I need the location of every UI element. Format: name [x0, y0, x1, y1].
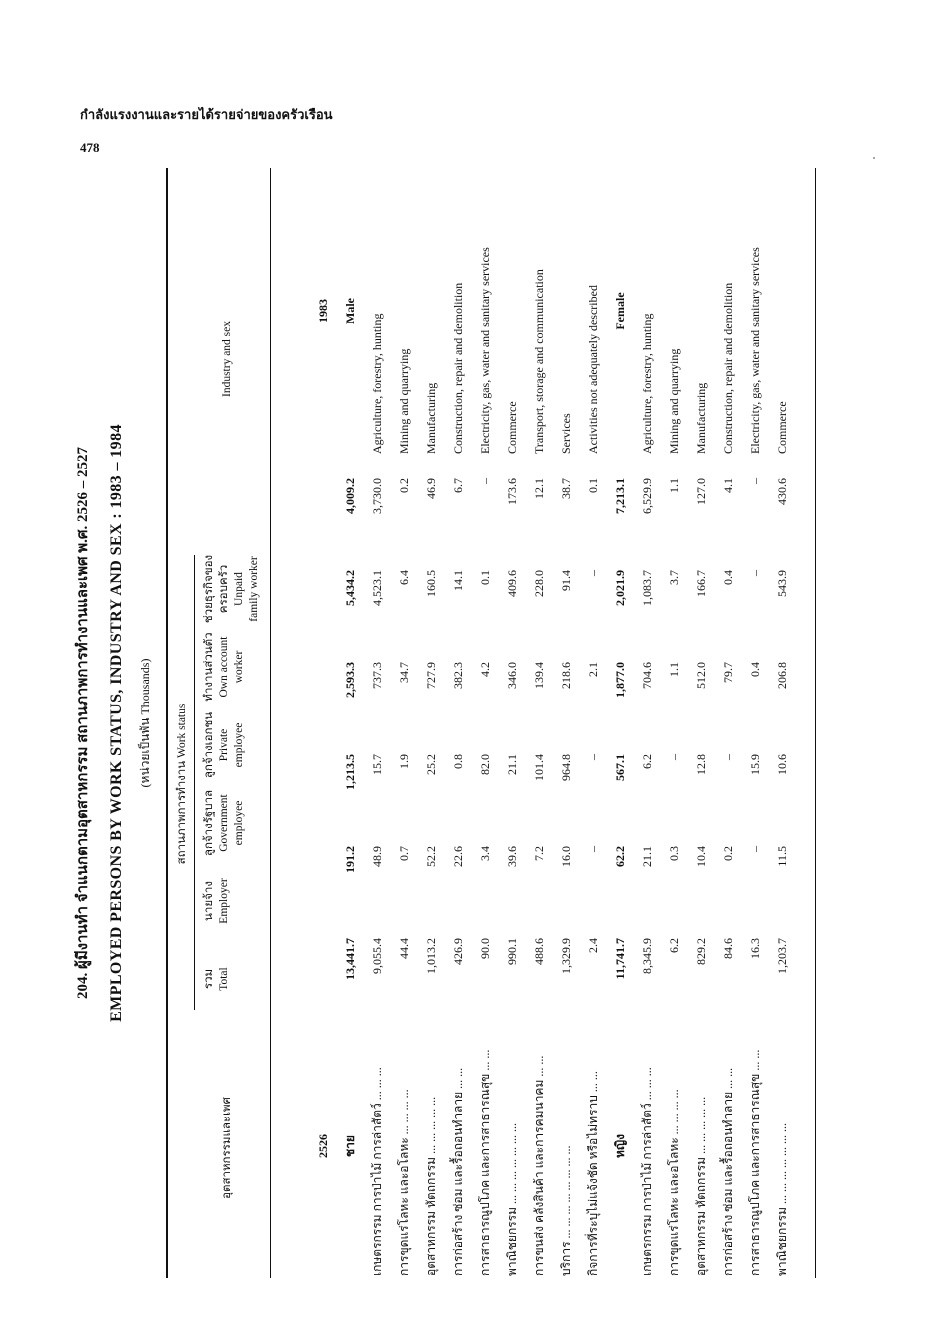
cell-value: 3.4 [478, 846, 492, 861]
cell-value: 173.6 [505, 478, 519, 505]
row-label-english: Manufacturing [694, 382, 708, 454]
cell-value: 964.8 [559, 754, 573, 781]
employment-table [310, 168, 796, 1278]
cell-value: 0.3 [667, 846, 681, 861]
table-row [445, 168, 472, 1278]
cell-value: 6.2 [640, 754, 654, 769]
cell-value: 13,441.7 [343, 938, 357, 980]
cell-value: 0.1 [586, 478, 600, 493]
cell-value: 704.6 [640, 662, 654, 689]
table-row [742, 168, 769, 1278]
row-label-english: Construction, repair and demolition [451, 282, 465, 454]
work-status-rule [194, 555, 195, 1010]
column-header-line: Government [218, 794, 230, 852]
cell-value: 2,021.9 [613, 570, 627, 606]
cell-value: 2.4 [586, 938, 600, 953]
cell-value: 488.6 [532, 938, 546, 965]
column-header-line: Own account [218, 636, 230, 698]
cell-value: 8,345.9 [640, 938, 654, 974]
row-label-english: Mining and quarrying [397, 348, 411, 454]
table-row [661, 168, 688, 1278]
cell-value: 346.0 [505, 662, 519, 689]
running-head: กำลังแรงงานและรายได้รายจ่ายของครัวเรือน [80, 107, 333, 122]
table-bottom-rule [815, 168, 816, 1278]
cell-value: 206.8 [775, 662, 789, 689]
cell-value: 6.2 [667, 938, 681, 953]
cell-value: 3,730.0 [370, 478, 384, 514]
cell-value [310, 464, 337, 556]
cell-value: 0.8 [451, 754, 465, 769]
cell-value: 737.3 [370, 662, 384, 689]
table-top-rule [166, 168, 168, 1278]
cell-value: 430.6 [775, 478, 789, 505]
cell-value: 382.3 [451, 662, 465, 689]
row-label-thai: การขนส่ง คลังสินค้า และการคมนาคม ... ... [532, 1055, 546, 1276]
cell-value [310, 832, 337, 924]
cell-value: 62.2 [613, 846, 627, 867]
cell-value: 48.9 [370, 846, 384, 867]
cell-value: 44.4 [397, 938, 411, 959]
cell-value: 567.1 [613, 754, 627, 781]
cell-value: 829.2 [694, 938, 708, 965]
cell-value: 191.2 [343, 846, 357, 873]
row-label-thai: เกษตรกรรม การป่าไม้ การล่าสัตว์ ... ... ... [370, 1067, 384, 1276]
row-label-english: Agriculture, forestry, hunting [370, 313, 384, 454]
cell-value: 0.4 [721, 570, 735, 585]
cell-value: 1,083.7 [640, 570, 654, 606]
column-header-line: ทำงานส่วนตัว [203, 632, 215, 702]
cell-value: 14.1 [451, 570, 465, 591]
column-header-line: Private [218, 728, 230, 762]
row-label-thai: พาณิชยกรรม ... ... ... ... ... ... ... [505, 1122, 519, 1276]
cell-value: 2,593.3 [343, 662, 357, 698]
row-label-thai: การขุดแร่โลหะ และอโลหะ ... ... ... ... [667, 1089, 681, 1276]
row-label-thai: การก่อสร้าง ซ่อม และรื้อถอนทำลาย ... ... [451, 1067, 465, 1276]
scan-speck [873, 157, 875, 159]
cell-value: 79.7 [721, 662, 735, 683]
cell-value: 11,741.7 [613, 938, 627, 980]
cell-value: 15.9 [748, 754, 762, 775]
cell-value: 0.1 [478, 570, 492, 585]
cell-value: 21.1 [505, 754, 519, 775]
page-number: 478 [80, 140, 100, 155]
cell-value: 990.1 [505, 938, 519, 965]
row-label-thai: บริการ ... ... ... ... ... ... ... ... [559, 1145, 573, 1276]
cell-value: 6.7 [451, 478, 465, 493]
cell-value: 22.6 [451, 846, 465, 867]
header-industry-english: Industry and sex [221, 321, 233, 398]
cell-value: 38.7 [559, 478, 573, 499]
row-label-english: Commerce [775, 401, 789, 454]
cell-value: 34.7 [397, 662, 411, 683]
cell-value: – [586, 754, 600, 760]
cell-value: 0.2 [397, 478, 411, 493]
cell-value: 4,009.2 [343, 478, 357, 514]
table-row [526, 168, 553, 1278]
column-header-line: employee [233, 800, 245, 846]
column-header-line: รวม [203, 968, 215, 990]
table-row [499, 168, 526, 1278]
header-industry-thai: อุตสาหกรรมและเพศ [221, 1097, 233, 1199]
row-label-english: Transport, storage and communication [532, 269, 546, 454]
column-header-line: Employer [218, 878, 230, 924]
row-label-english: Services [559, 413, 573, 454]
table-row [553, 168, 580, 1278]
row-label-english: Mining and quarrying [667, 348, 681, 454]
row-label-thai: อุตสาหกรรม หัตถกรรม ... ... ... ... ... [694, 1096, 708, 1276]
cell-value: 16.3 [748, 938, 762, 959]
cell-value [310, 556, 337, 648]
cell-value: 1.1 [667, 478, 681, 493]
row-label-thai: อุตสาหกรรม หัตถกรรม ... ... ... ... ... [424, 1096, 438, 1276]
cell-value: 10.6 [775, 754, 789, 775]
cell-value: 6.4 [397, 570, 411, 585]
row-label-english: Electricity, gas, water and sanitary services [748, 247, 762, 454]
row-label-english: Commerce [505, 401, 519, 454]
cell-value: 3.7 [667, 570, 681, 585]
cell-value: 1,213.5 [343, 754, 357, 790]
table-row [472, 168, 499, 1278]
row-label-thai: การก่อสร้าง ซ่อม และรื้อถอนทำลาย ... ... [721, 1067, 735, 1276]
cell-value: 1,329.9 [559, 938, 573, 974]
cell-value: 46.9 [424, 478, 438, 499]
cell-value: 11.5 [775, 846, 789, 867]
cell-value: 160.5 [424, 570, 438, 597]
cell-value: 52.2 [424, 846, 438, 867]
cell-value: 4,523.1 [370, 570, 384, 606]
cell-value: – [586, 570, 600, 576]
row-label-english: 1983 [316, 299, 330, 323]
cell-value: 12.8 [694, 754, 708, 775]
header-work-status: สถานภาพการทำงาน Work status [176, 703, 188, 865]
cell-value: 139.4 [532, 662, 546, 689]
cell-value: 12.1 [532, 478, 546, 499]
cell-value: 10.4 [694, 846, 708, 867]
row-label-thai: ชาย [343, 1135, 357, 1157]
cell-value: 25.2 [424, 754, 438, 775]
column-header-line: ลูกจ้างรัฐบาล [203, 789, 215, 857]
column-header [202, 628, 247, 706]
cell-value: 218.6 [559, 662, 573, 689]
cell-value: 82.0 [478, 754, 492, 775]
cell-value: 7.2 [532, 846, 546, 861]
cell-value: 426.9 [451, 938, 465, 965]
unit-note: (หน่วยเป็นพัน Thousands) [138, 658, 152, 788]
column-header-line: Total [218, 967, 230, 991]
row-label-english: Female [613, 292, 627, 330]
table-row [580, 168, 607, 1278]
cell-value: 15.7 [370, 754, 384, 775]
column-header-line: ช่วยธุรกิจของครอบครัว [203, 554, 230, 624]
cell-value: 39.6 [505, 846, 519, 867]
cell-value: 727.9 [424, 662, 438, 689]
cell-value: 9,055.4 [370, 938, 384, 974]
table-row [391, 168, 418, 1278]
table-row [634, 168, 661, 1278]
cell-value: 1,203.7 [775, 938, 789, 974]
row-label-english: Agriculture, forestry, hunting [640, 313, 654, 454]
row-label-thai: 2526 [316, 1134, 330, 1158]
table-title-english: EMPLOYED PERSONS BY WORK STATUS, INDUSTRY AND SEX : 1983 – 1984 [108, 424, 125, 1022]
row-label-english: Activities not adequately described [586, 285, 600, 454]
column-header [202, 550, 262, 628]
row-label-thai: หญิง [613, 1134, 627, 1158]
cell-value: 409.6 [505, 570, 519, 597]
cell-value: 4.1 [721, 478, 735, 493]
cell-value [310, 924, 337, 1016]
cell-value: 127.0 [694, 478, 708, 505]
rotated-table-page [70, 168, 870, 1278]
cell-value: 1,013.2 [424, 938, 438, 974]
cell-value: – [721, 754, 735, 760]
cell-value: 6,529.9 [640, 478, 654, 514]
cell-value: 4.2 [478, 662, 492, 677]
table-row [607, 168, 634, 1278]
row-label-thai: พาณิชยกรรม ... ... ... ... ... ... ... [775, 1122, 789, 1276]
cell-value: 1.9 [397, 754, 411, 769]
cell-value: 543.9 [775, 570, 789, 597]
cell-value: 101.4 [532, 754, 546, 781]
column-header-line: employee [233, 722, 245, 768]
cell-value: 2.1 [586, 662, 600, 677]
cell-value: 0.7 [397, 846, 411, 861]
cell-value: – [667, 754, 681, 760]
cell-value [310, 648, 337, 740]
column-header [202, 862, 232, 940]
cell-value: 91.4 [559, 570, 573, 591]
cell-value: – [478, 478, 492, 484]
row-label-english: Electricity, gas, water and sanitary services [478, 247, 492, 454]
row-label-english: Male [343, 298, 357, 324]
cell-value: 0.4 [748, 662, 762, 677]
column-header [202, 706, 247, 784]
cell-value [310, 740, 337, 832]
cell-value: – [586, 846, 600, 852]
header-bottom-rule [270, 168, 271, 1278]
column-header [202, 784, 247, 862]
cell-value: 5,434.2 [343, 570, 357, 606]
row-label-english: Manufacturing [424, 382, 438, 454]
column-header-line: นายจ้าง [203, 881, 215, 921]
column-header [202, 940, 232, 1018]
cell-value: 166.7 [694, 570, 708, 597]
table-row [337, 168, 364, 1278]
cell-value: 228.0 [532, 570, 546, 597]
row-label-thai: เกษตรกรรม การป่าไม้ การล่าสัตว์ ... ... ... [640, 1067, 654, 1276]
table-row [769, 168, 796, 1278]
column-header-line: worker [233, 650, 245, 684]
table-row [364, 168, 391, 1278]
column-header-line: Unpaid [233, 572, 245, 606]
row-label-thai: การขุดแร่โลหะ และอโลหะ ... ... ... ... [397, 1089, 411, 1276]
table-row [310, 168, 337, 1278]
cell-value: – [748, 846, 762, 852]
cell-value: 16.0 [559, 846, 573, 867]
row-label-thai: การสาธารณูปโภค และการสาธารณสุข ... ... [478, 1049, 492, 1276]
cell-value: 0.2 [721, 846, 735, 861]
row-label-english: Construction, repair and demolition [721, 282, 735, 454]
table-row [688, 168, 715, 1278]
column-header-line: family worker [248, 556, 260, 622]
row-label-thai: การสาธารณูปโภค และการสาธารณสุข ... ... [748, 1049, 762, 1276]
table-row [715, 168, 742, 1278]
table-title-thai: 204. ผู้มีงานทำ จำแนกตามอุตสาหกรรม สถานภาพการทำงานและเพศ พ.ศ. 2526 – 2527 [75, 447, 91, 999]
row-label-thai: กิจการที่ระบุไม่แจ้งชัด หรือไม่ทราบ ... ... [586, 1071, 600, 1276]
cell-value: 7,213.1 [613, 478, 627, 514]
cell-value: 512.0 [694, 662, 708, 689]
column-header-line: ลูกจ้างเอกชน [203, 711, 215, 779]
cell-value: 1.1 [667, 662, 681, 677]
cell-value: 84.6 [721, 938, 735, 959]
cell-value: 21.1 [640, 846, 654, 867]
cell-value: 1,877.0 [613, 662, 627, 698]
cell-value: – [748, 478, 762, 484]
cell-value: 90.0 [478, 938, 492, 959]
table-row [418, 168, 445, 1278]
cell-value: – [748, 570, 762, 576]
